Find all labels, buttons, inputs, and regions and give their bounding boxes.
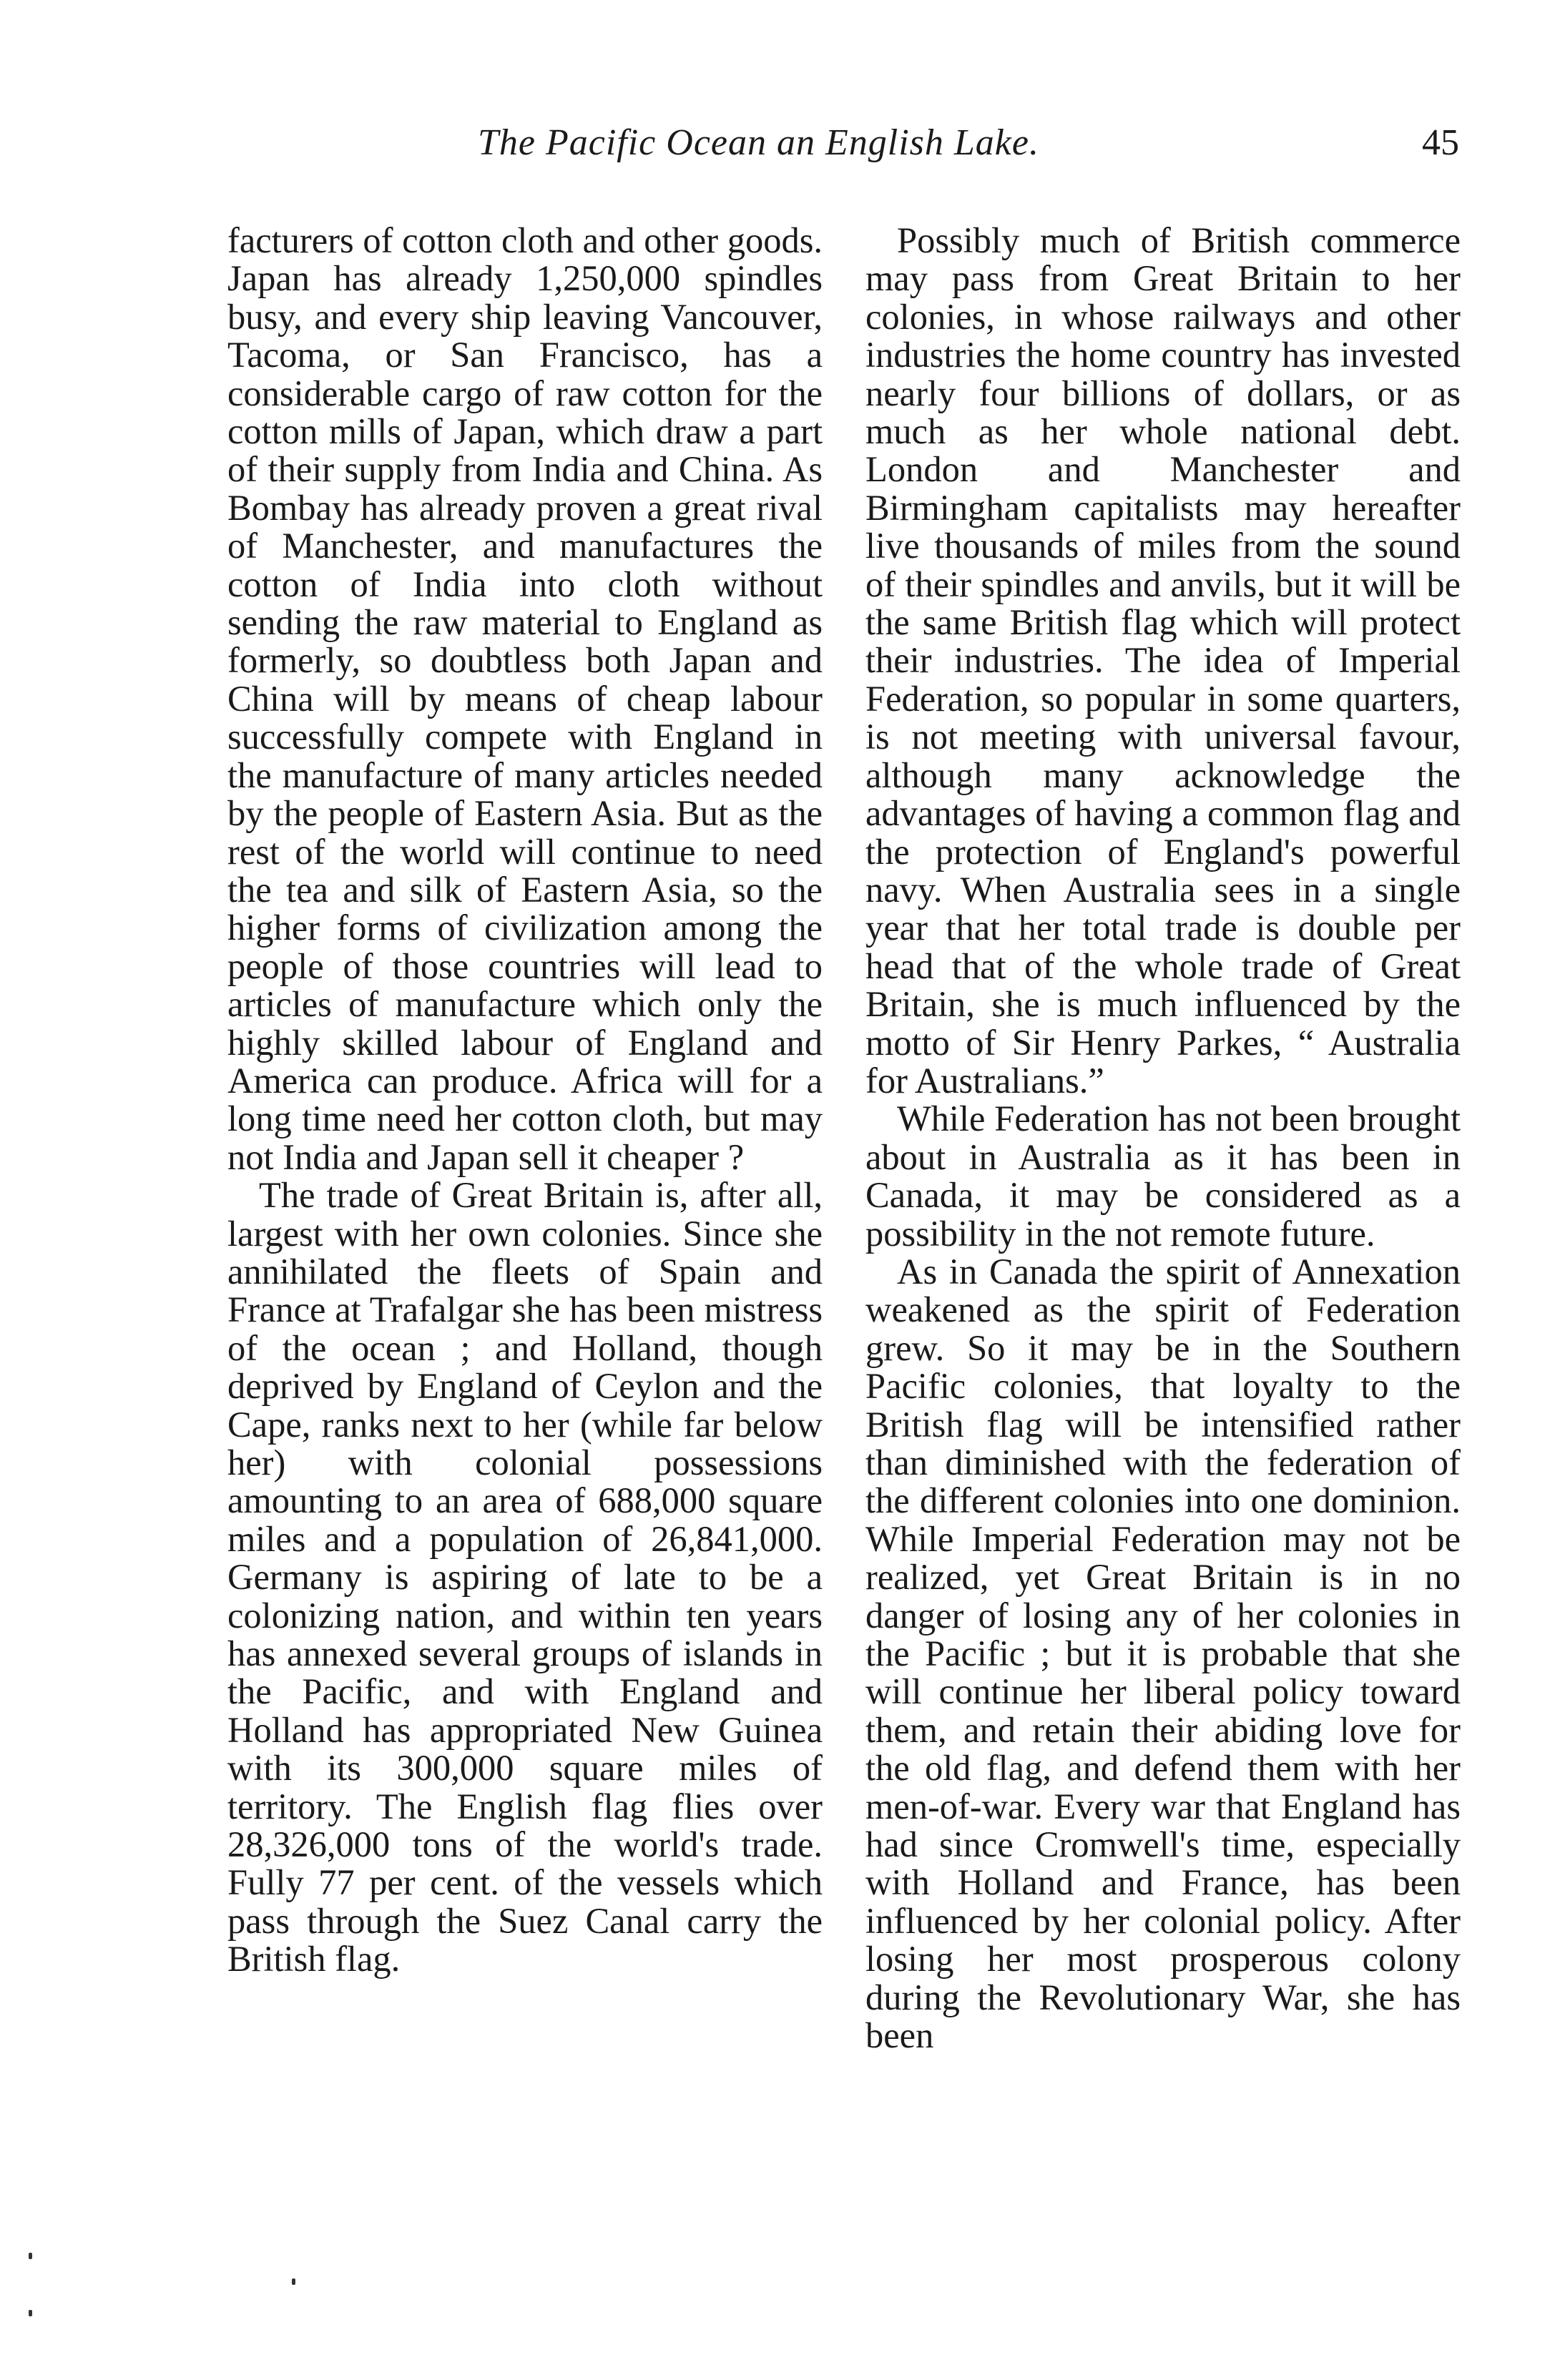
page-number: 45 [1422,122,1459,163]
running-head [227,122,1459,172]
paragraph: facturers of cotton cloth and other goods. Japan has already 1,250,000 spindles busy, and every ship leaving Vancouver, Tacoma, or San Francisco, has a considerable cargo of raw cotton for the cotton mills of Japan, which draw a part of their supply from India and China. As Bombay has already proven a great rival of Manchester, and manufactures the cotton of India into cloth without sending the raw material to England as formerly, so doubtless both Japan and China will by means of cheap labour successfully compete with England in the manufacture of many articles needed by the people of Eastern Asia. But as the rest of the world will continue to need the tea and silk of Eastern Asia, so the higher forms of civilization among the people of those countries will lead to articles of manufacture which only the highly skilled labour of England and America can produce. Africa will for a long time need her cotton cloth, but may not India and Japan sell it cheaper ? [227,220,823,1177]
paragraph: As in Canada the spirit of Annexation weakened as the spirit of Federation grew. So it may be in the Southern Pacific colonies, that loyalty to the British flag will be intensified rather than diminished with the federation of the different colonies into one dominion. While Imperial Federation may not be realized, yet Great Britain is in no danger of losing any of her colonies in the Pacific ; but it is probable that she will continue her liberal policy toward them, and retain their abiding love for the old flag, and defend them with her men-of-war. Every war that England has had since Cromwell's time, especially with Holland and France, has been influenced by her colonial policy. After losing her most prosperous colony during the Revolutionary War, she has been [865,1251,1461,2056]
paragraph: Possibly much of British commerce may pass from Great Britain to her colonies, in whose railways and other industries the home country has invested nearly four billions of dollars, or as much as her whole national debt. London and Manchester and Birmingham capitalists may hereafter live thousands of miles from the sound of their spindles and anvils, but it will be the same British flag which will protect their industries. The idea of Imperial Federation, so popular in some quarters, is not meeting with universal favour, although many acknowledge the advantages of having a common flag and the protection of England's powerful navy. When Australia sees in a single year that her total trade is double per head that of the whole trade of Great Britain, she is much influenced by the motto of Sir Henry Parkes, “ Australia for Australians.” [865,220,1461,1101]
running-title: The Pacific Ocean an English Lake. [478,122,1039,163]
scan-speck [292,2278,295,2285]
scan-speck [29,2310,32,2316]
paragraph: While Federation has not been brought about in Australia as it has been in Canada, it may be considered as a possibility in the not remote future. [865,1098,1461,1254]
paragraph: The trade of Great Britain is, after all, largest with her own colonies. Since she annihilated the fleets of Spain and France at Trafalgar she has been mistress of the ocean ; and Holland, though deprived by England of Ceylon and the Cape, ranks next to her (while far below her) with colonial possessions amounting to an area of 688,000 square miles and a population of 26,841,000. Germany is aspiring of late to be a colonizing nation, and within ten years has annexed several groups of islands in the Pacific, and with England and Holland has appropriated New Guinea with its 300,000 square miles of territory. The English flag flies over 28,326,000 tons of the world's trade. Fully 77 per cent. of the vessels which pass through the Suez Canal carry the British flag. [227,1175,823,1980]
scan-speck [29,2253,32,2259]
left-column [227,222,823,1979]
right-column [865,222,1461,2055]
